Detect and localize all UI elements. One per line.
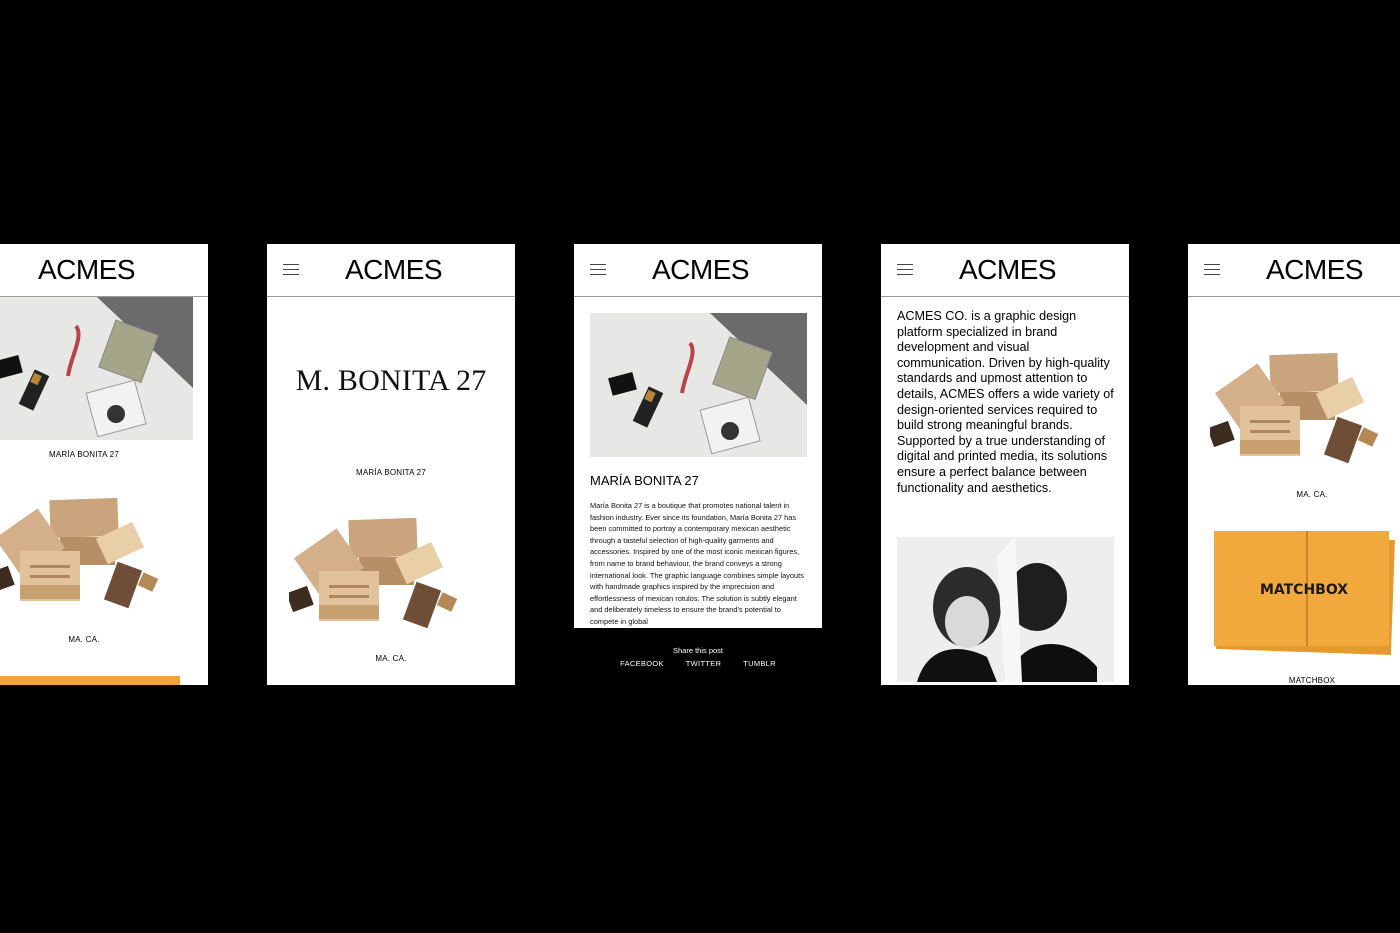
wood-blocks-photo <box>289 509 489 639</box>
matchbox-photo <box>1212 527 1400 657</box>
project-image-matchbox[interactable] <box>1212 527 1400 657</box>
share-twitter-link[interactable]: TWITTER <box>685 659 722 668</box>
matchbox-image-partial[interactable] <box>0 676 180 685</box>
wood-blocks-photo <box>0 489 190 619</box>
logo[interactable]: ACMES <box>345 254 443 285</box>
header <box>0 244 208 297</box>
project-hero-image <box>590 313 807 457</box>
hamburger-menu-icon[interactable] <box>590 264 606 275</box>
header <box>574 244 822 297</box>
header <box>1188 244 1400 297</box>
project-image-ma-ca[interactable] <box>1210 344 1400 474</box>
portrait-image <box>897 537 1114 682</box>
screen-home-list-2 <box>1188 244 1400 685</box>
project-caption[interactable]: MA. CA. <box>68 635 100 644</box>
project-caption[interactable]: MARÍA BONITA 27 <box>49 450 119 459</box>
screen-home-list <box>0 244 208 685</box>
portrait-photo <box>897 537 1114 682</box>
logo[interactable]: ACMES <box>652 254 750 285</box>
logo[interactable]: ACMES <box>38 254 136 285</box>
project-caption[interactable]: MA. CA. <box>1296 490 1328 499</box>
screen-about <box>881 244 1129 685</box>
hamburger-menu-icon[interactable] <box>1204 264 1220 275</box>
project-image-ma-ca[interactable] <box>0 489 190 619</box>
logo[interactable]: ACMES <box>1266 254 1364 285</box>
share-tumblr-link[interactable]: TUMBLR <box>743 659 776 668</box>
share-label: Share this post <box>672 646 724 655</box>
screen-project-detail <box>574 244 822 628</box>
project-title: MARÍA BONITA 27 <box>590 473 699 488</box>
wood-blocks-photo <box>1210 344 1400 474</box>
project-description: María Bonita 27 is a boutique that promotes national talent in fashion industry. Ever since its foundation, María Bonita 27 has been committed to portray a contemporary mexican aesthetic through a tasteful selection of high-quality garments and accessories. Inspired by one of the most iconic mexican figures, from name to brand behaviour, the brand conveys a strong international look. The graphic language combines simple layouts with handmade graphics inspired by the imprecision and effortlessness of mexican rotulos. The solution is subtly elegant and deliberately timeless to ensure the brand's potential to compete in global <box>590 501 804 626</box>
matchbox-print: MATCHBOX <box>1259 582 1349 598</box>
screen-home-featured <box>267 244 515 685</box>
project-caption[interactable]: MATCHBOX <box>1288 676 1336 685</box>
share-bar <box>574 646 822 668</box>
logo[interactable]: ACMES <box>959 254 1057 285</box>
header <box>267 244 515 297</box>
share-facebook-link[interactable]: FACEBOOK <box>620 659 664 668</box>
cosmetics-photo <box>590 313 807 457</box>
cosmetics-photo <box>0 296 193 440</box>
project-caption[interactable]: MA. CA. <box>375 654 407 663</box>
header <box>881 244 1129 297</box>
project-caption[interactable]: MARÍA BONITA 27 <box>356 468 426 477</box>
featured-headline[interactable]: M. BONITA 27 <box>295 364 487 397</box>
project-image-maria-bonita[interactable] <box>0 296 193 440</box>
hamburger-menu-icon[interactable] <box>283 264 299 275</box>
hamburger-menu-icon[interactable] <box>897 264 913 275</box>
project-image-ma-ca[interactable] <box>289 509 489 639</box>
about-text: ACMES CO. is a graphic design platform specialized in brand development and visual communication. Driven by high-quality standards and upmost attention to details, ACMES offers a wide variety of design-oriented services required to build strong meaningful brands. Supported by a true understanding of digital and printed media, its solutions ensure a perfect balance between functionality and aesthetics. <box>897 309 1114 495</box>
